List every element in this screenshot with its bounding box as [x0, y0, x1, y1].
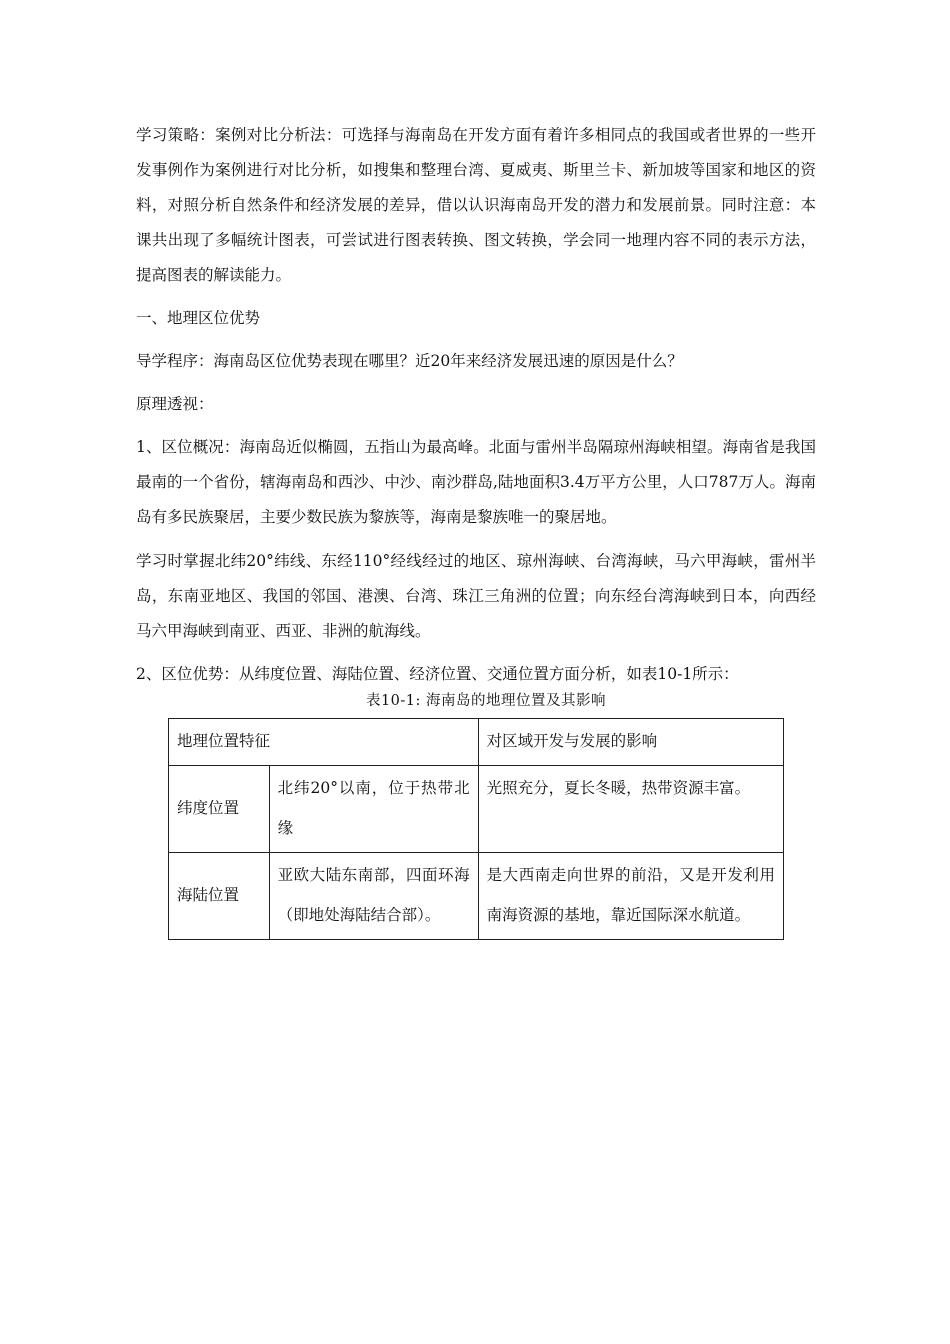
- principle-label: 原理透视：: [136, 395, 214, 413]
- location-overview-paragraph: 1、区位概况：海南岛近似椭圆，五指山为最高峰。北面与雷州半岛隔琼州海峡相望。海南省是我国最南的一个省份，辖海南岛和西沙、中沙、南沙群岛,陆地面积3.4万平方公里，人口787万人。海南岛有多民族聚居，主要少数民族为黎族等，海南是黎族唯一的聚居地。: [136, 438, 816, 526]
- table-row: [169, 853, 784, 940]
- header-feature: 地理位置特征: [169, 719, 479, 766]
- row-category: 海陆位置: [169, 853, 270, 940]
- study-tip-paragraph: 学习时掌握北纬20°纬线、东经110°经线经过的地区、琼州海峡、台湾海峡，马六甲海峡，雷州半岛，东南亚地区、我国的邻国、港澳、台湾、珠江三角洲的位置；向东经台湾海峡到日本，向西经马六甲海峡到南亚、西亚、非洲的航海线。: [136, 552, 816, 640]
- geo-location-table: [168, 718, 784, 940]
- table-row: [169, 766, 784, 853]
- section-heading: 一、地理区位优势: [136, 309, 261, 327]
- header-impact: 对区域开发与发展的影响: [478, 719, 783, 766]
- row-description: 亚欧大陆东南部，四面环海（即地处海陆结合部）。: [269, 853, 478, 940]
- table-caption: 表10-1: 海南岛的地理位置及其影响: [365, 693, 607, 709]
- row-impact: 光照充分，夏长冬暖，热带资源丰富。: [478, 766, 783, 853]
- row-description: 北纬20°以南，位于热带北缘: [269, 766, 478, 853]
- row-category: 纬度位置: [169, 766, 270, 853]
- location-advantage-paragraph: 2、区位优势：从纬度位置、海陆位置、经济位置、交通位置方面分析，如表10-1所示：: [136, 665, 739, 683]
- table-header-row: [169, 719, 784, 766]
- guide-question: 导学程序：海南岛区位优势表现在哪里？近20年来经济发展迅速的原因是什么？: [136, 352, 683, 370]
- document-body: [136, 118, 816, 940]
- row-impact: 是大西南走向世界的前沿，又是开发利用南海资源的基地，靠近国际深水航道。: [478, 853, 783, 940]
- learning-strategy-paragraph: 学习策略：案例对比分析法：可选择与海南岛在开发方面有着许多相同点的我国或者世界的一些开发事例作为案例进行对比分析，如搜集和整理台湾、夏威夷、斯里兰卡、新加坡等国家和地区的资料，对照分析自然条件和经济发展的差异，借以认识海南岛开发的潜力和发展前景。同时注意：本课共出现了多幅统计图表，可尝试进行图表转换、图文转换，学会同一地理内容不同的表示方法，提高图表的解读能力。: [136, 126, 816, 284]
